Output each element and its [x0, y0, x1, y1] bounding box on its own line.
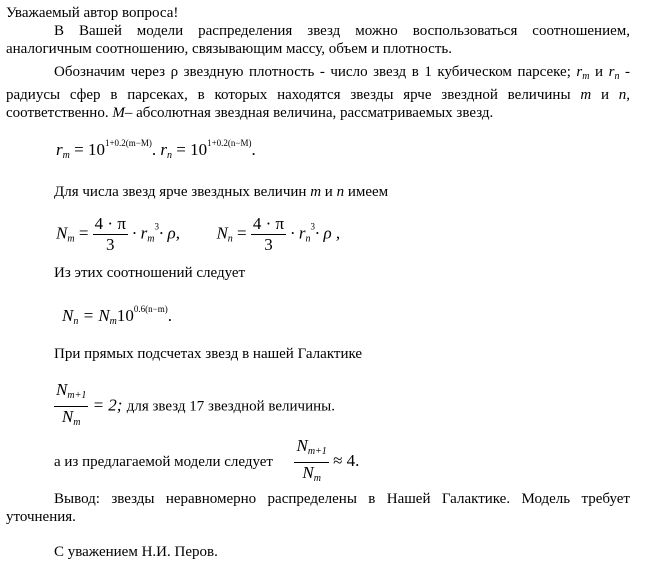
- m-symbol: m: [580, 87, 592, 103]
- M-symbol: M: [112, 105, 125, 121]
- line-direct-counts: При прямых подсчетах звезд в нашей Галактике: [54, 346, 363, 362]
- equation-ratio-model: $N_n = N_m10^{0.6(n-m)}$.: [62, 304, 172, 327]
- notation-text-c: , соответственно.: [6, 87, 631, 121]
- rm-symbol: $r_m$: [576, 64, 590, 82]
- notation-and-1: и: [595, 64, 604, 80]
- line-from-these: Из этих соотношений следует: [54, 265, 246, 281]
- equation-model-ratio: а из предлагаемой модели следует $\frac{N_{m+1}}{N_m}$ ≈ 4.: [54, 436, 360, 484]
- equation-counts: $N_m$ = $\frac{4 \cdot \pi}{3}$ · $r_m^3\cdot \rho$, $N_n$ = $\frac{4 \cdot \pi}{3}$ · $r_n^3\cdot \rho$ ,: [56, 214, 341, 254]
- paragraph-intro: В Вашей модели распределения звезд можно воспользоваться соотношением, аналогичным соотношению, связывающим массу, объем и плотность.: [6, 23, 630, 57]
- paragraph-conclusion: Вывод: звезды неравномерно распределены в Нашей Галактике. Модель требует уточнения.: [6, 491, 630, 525]
- notation-and-2: и: [600, 87, 609, 103]
- paragraph-notation: [6, 63, 630, 122]
- signature: С уважением Н.И. Перов.: [54, 544, 218, 560]
- rn-symbol: $r_n$: [608, 64, 620, 82]
- notation-text-a: Обозначим через ρ звездную плотность - число звезд в 1 кубическом парсеке;: [54, 64, 571, 80]
- notation-text-d: – абсолютная звездная величина, рассматриваемых звезд.: [124, 105, 494, 121]
- greeting: Уважаемый автор вопроса!: [6, 5, 179, 21]
- notation-text-b: - радиусы сфер в парсеках, в которых находятся звезды ярче звездной величины: [6, 64, 631, 103]
- equation-observed-ratio: $\frac{N_{m+1}}{N_m}$ = 2; для звезд 17 звездной величины.: [56, 380, 335, 428]
- line-brighter-stars: Для числа звезд ярче звездных величин m и n имеем: [54, 184, 389, 200]
- n-symbol: n: [618, 87, 627, 103]
- equation-radii: $r_m = 10^{1+0.2(m-M)}$. $r_n = 10^{1+0.2(n-M)}$.: [56, 138, 256, 161]
